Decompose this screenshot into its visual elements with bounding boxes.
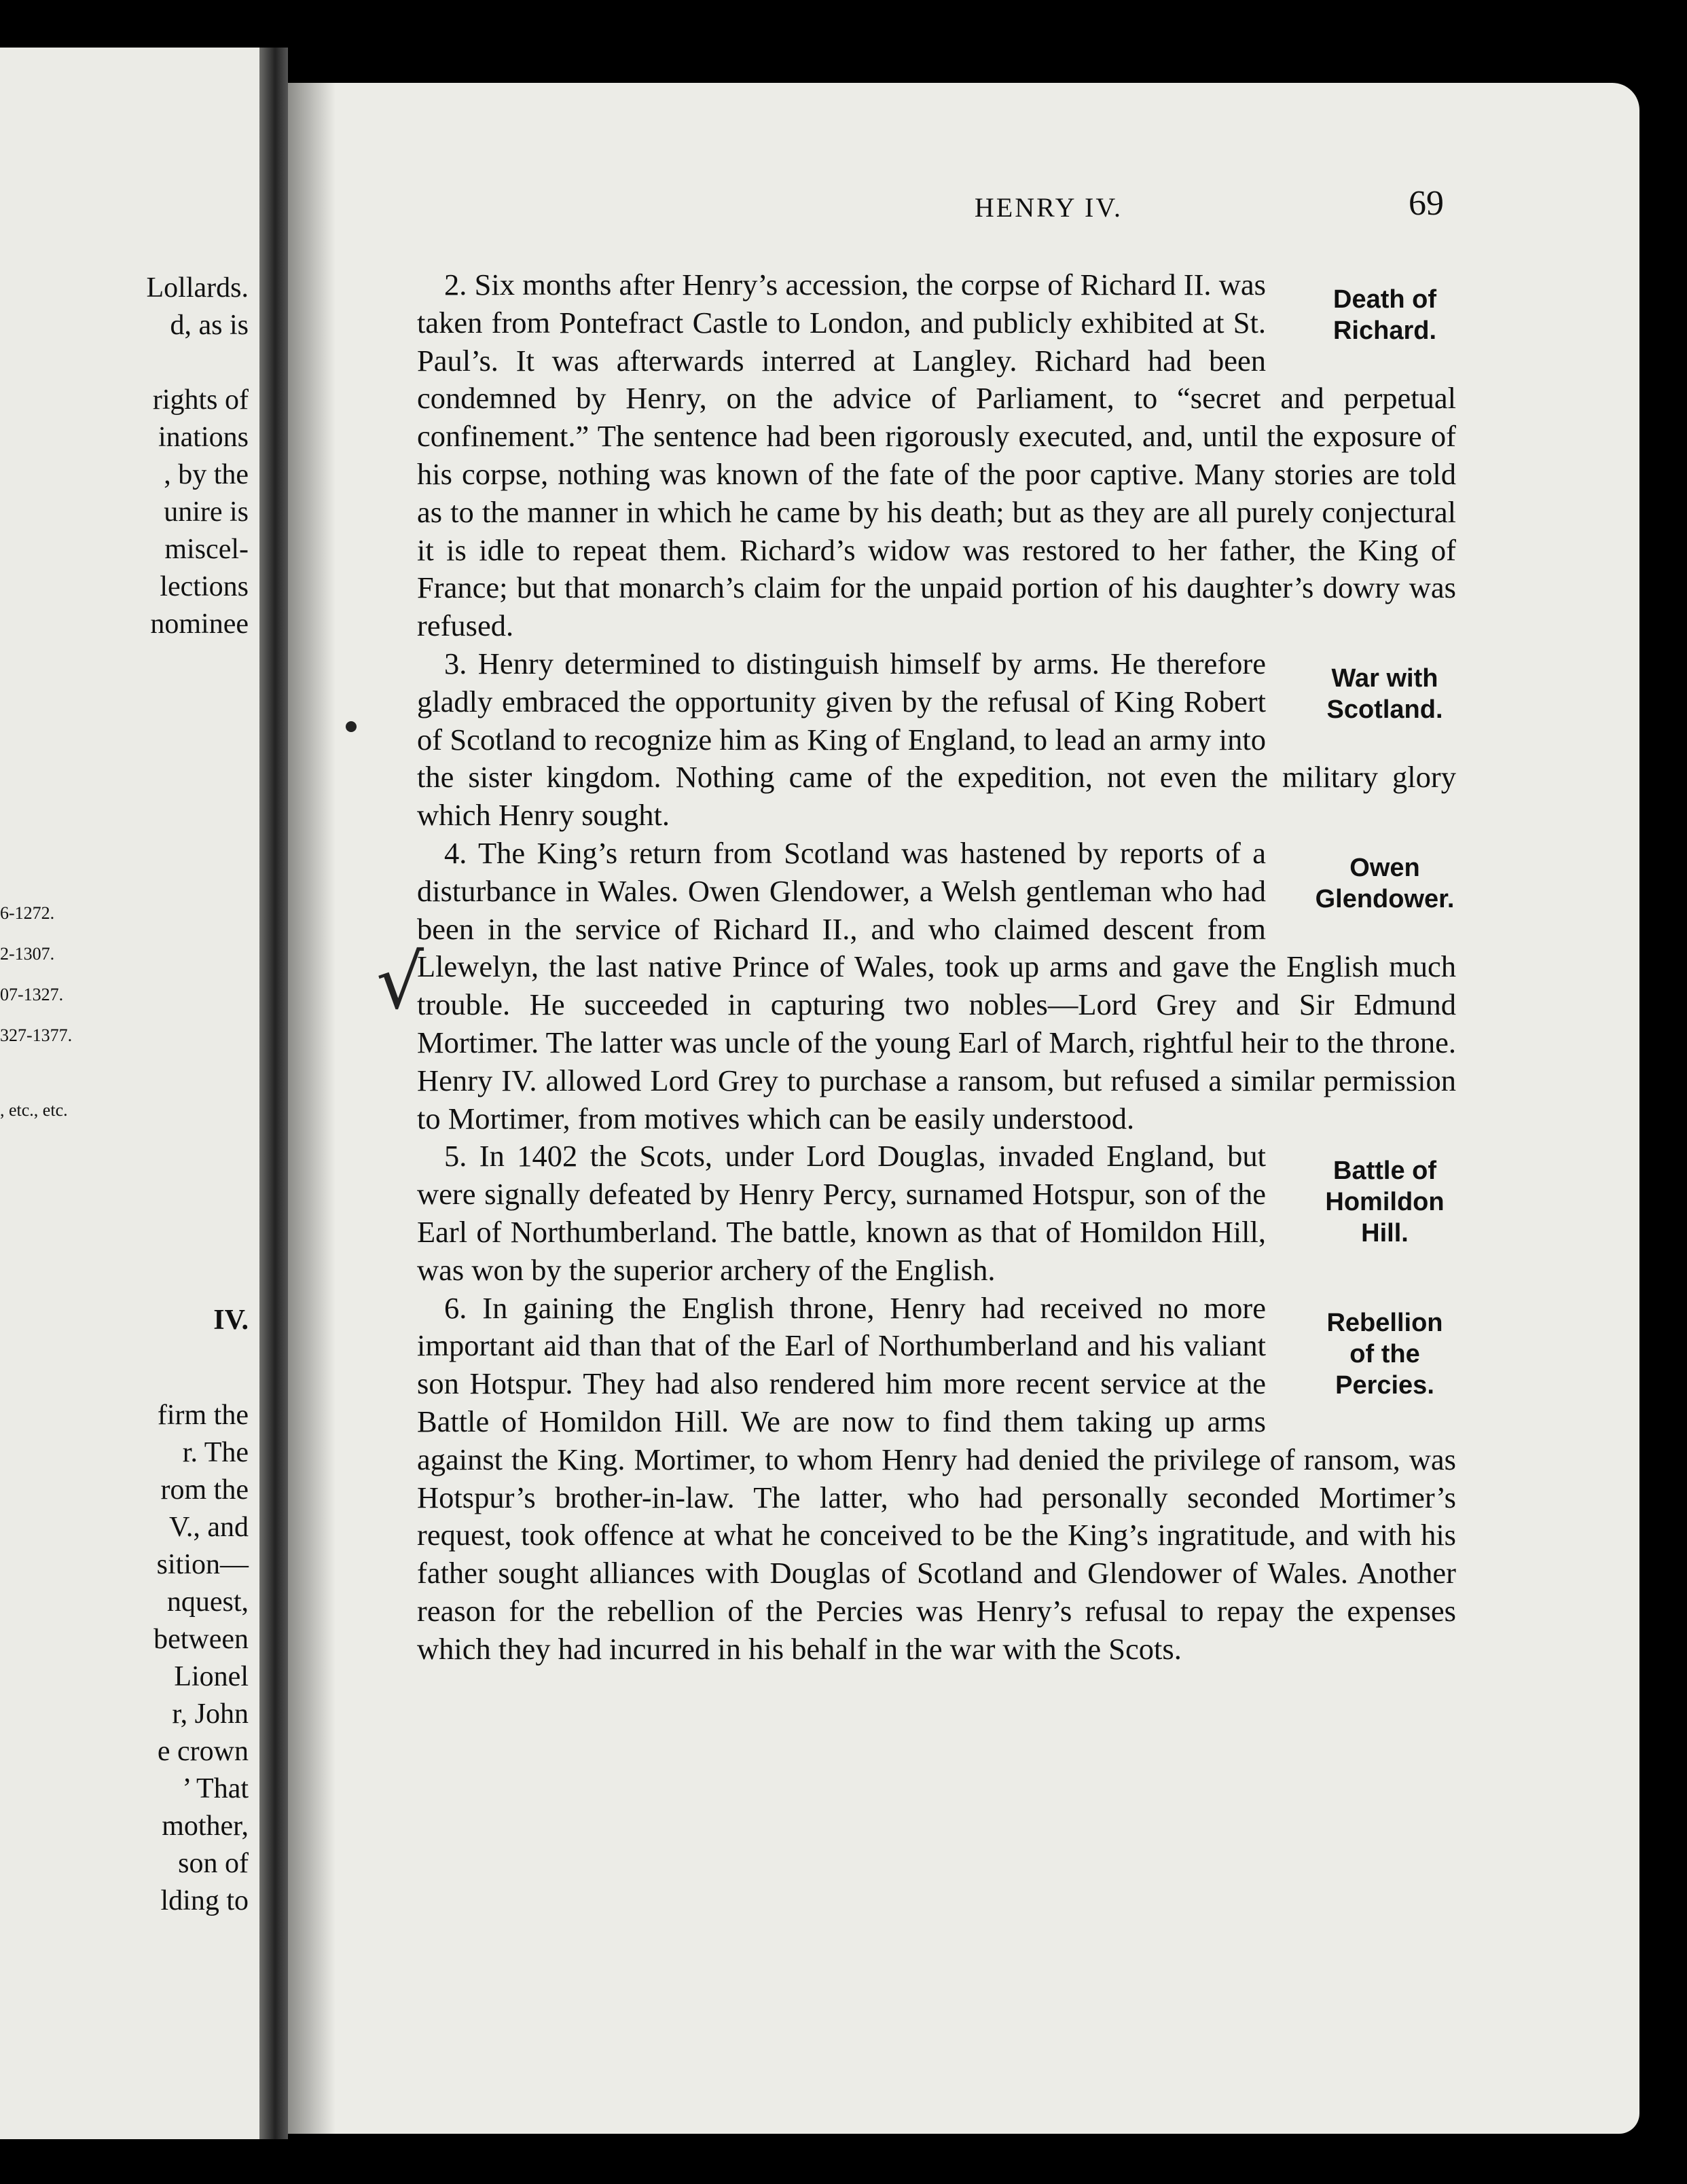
left-page-fragment: Lionel	[174, 1661, 249, 1692]
book-gutter	[259, 48, 288, 2139]
running-head: HENRY IV.	[974, 192, 1123, 223]
margin-dot	[346, 721, 357, 732]
left-page-fragment: , etc., etc.	[0, 1100, 68, 1120]
left-facing-page	[0, 48, 259, 2139]
left-page-fragment: miscel-	[164, 534, 249, 565]
left-page-fragment: 2-1307.	[0, 944, 55, 964]
left-page-fragment: r, John	[172, 1698, 249, 1730]
paragraph-4: Owen Glendower. 4. The King’s return from Scotland was hastened by reports of a disturbance in Wales. Owen Glendower, a Welsh gentleman who had been in the service of Richard II., and who claimed descent from Llewelyn, the last native Prince of Wales, took up arms and gave the English much trouble. He succeeded in capturing two nobles—Lord Grey and Sir Edmund Mortimer. The latter was uncle of the young Earl of March, rightful heir to the throne. Henry IV. allowed Lord Grey to purchase a ransom, but refused a similar permission to Mortimer, from motives which can be easily understood.	[417, 835, 1456, 1135]
left-page-fragment: 327-1377.	[0, 1025, 73, 1045]
sidenote-rebellion-of-the-percies: Rebellion of the Percies.	[1326, 1308, 1443, 1400]
sidenote-war-with-scotland: War with Scotland.	[1326, 663, 1443, 724]
left-page-fragment: Lollards.	[146, 272, 249, 304]
left-page-fragment: e crown	[157, 1736, 249, 1767]
left-page-fragment: inations	[158, 422, 249, 453]
left-page-fragment: lding to	[160, 1885, 249, 1916]
left-page-fragment: unire is	[164, 496, 249, 528]
left-page-fragment: , by the	[164, 459, 249, 490]
paragraph-6: Rebellion of the Percies. 6. In gaining the English throne, Henry had received no more important aid than that of the Earl of Northumberland and his valiant son Hotspur. They had also rendered him more recent service at the Battle of Homildon Hill. We are now to find them taking up arms against the King. Mortimer, to whom Henry had denied the privilege of ransom, was Hotspur’s brother-in-law. The latter, who had personally seconded Mortimer’s request, took offence at what he conceived to be the King’s ingratitude, and with his father sought alliances with Douglas of Scotland and Glendower of Wales. Another reason for the rebellion of the Percies was Henry’s refusal to repay the expenses which they had incurred in his behalf in the war with the Scots.	[417, 1290, 1456, 1666]
sidenote-owen-glendower: Owen Glendower.	[1315, 853, 1455, 913]
left-page-fragment: nquest,	[166, 1586, 249, 1618]
left-page-fragment: d, as is	[170, 310, 249, 341]
sidenote-death-of-richard: Death of Richard.	[1332, 285, 1437, 345]
left-page-fragment: son of	[178, 1848, 249, 1879]
left-page-fragment: rom the	[160, 1474, 249, 1506]
pencil-checkmark: √	[376, 939, 424, 1025]
spine-shadow	[288, 83, 335, 2134]
left-page-fragment: r. The	[182, 1437, 249, 1468]
paragraph-5: Battle of Homildon Hill. 5. In 1402 the Scots, under Lord Douglas, invaded England, but were signally defeated by Henry Percy, surnamed Hotspur, son of the Earl of Northumberland. The battle, known as that of Homildon Hill, was won by the superior archery of the English.	[417, 1138, 1456, 1289]
left-page-fragment: ’ That	[182, 1773, 249, 1804]
left-page-fragment: 6-1272.	[0, 903, 55, 923]
left-page-fragment: firm the	[157, 1400, 249, 1431]
left-page-fragment: 07-1327.	[0, 985, 64, 1004]
sidenote-battle-of-homildon-hill: Battle of Homildon Hill.	[1325, 1157, 1445, 1248]
body-text	[417, 266, 1456, 1668]
left-page-fragment: V., and	[168, 1512, 249, 1543]
right-page	[288, 83, 1639, 2134]
page-number: 69	[1409, 184, 1444, 223]
left-page-fragment: nominee	[150, 608, 249, 640]
left-page-fragment: rights of	[152, 384, 249, 416]
paragraph-3: War with Scotland. 3. Henry determined to distinguish himself by arms. He therefore gladly embraced the opportunity given by the refusal of King Robert of Scotland to recognize him as King of England, to lead an army into the sister kingdom. Nothing came of the expedition, not even the military glory which Henry sought.	[417, 646, 1456, 833]
left-page-fragment: between	[153, 1624, 249, 1655]
left-page-fragment: sition—	[156, 1549, 249, 1580]
left-page-fragment: lections	[160, 571, 249, 602]
left-page-fragment: IV.	[213, 1305, 249, 1336]
paragraph-2: Death of Richard. 2. Six months after Henry’s accession, the corpse of Richard II. was taken from Pontefract Castle to London, and publicly exhibited at St. Paul’s. It was afterwards interred at Langley. Richard had been condemned by Henry, on the advice of Parliament, to “secret and perpetual confinement.” The sentence had been rigorously executed, and, until the exposure of his corpse, nothing was known of the fate of the poor captive. Many stories are told as to the manner in which he came by his death; but as they are all purely conjectural it is idle to repeat them. Richard’s widow was restored to her father, the King of France; but that monarch’s claim for the unpaid portion of his daughter’s dowry was refused.	[417, 268, 1456, 643]
left-page-fragment: mother,	[162, 1810, 249, 1842]
